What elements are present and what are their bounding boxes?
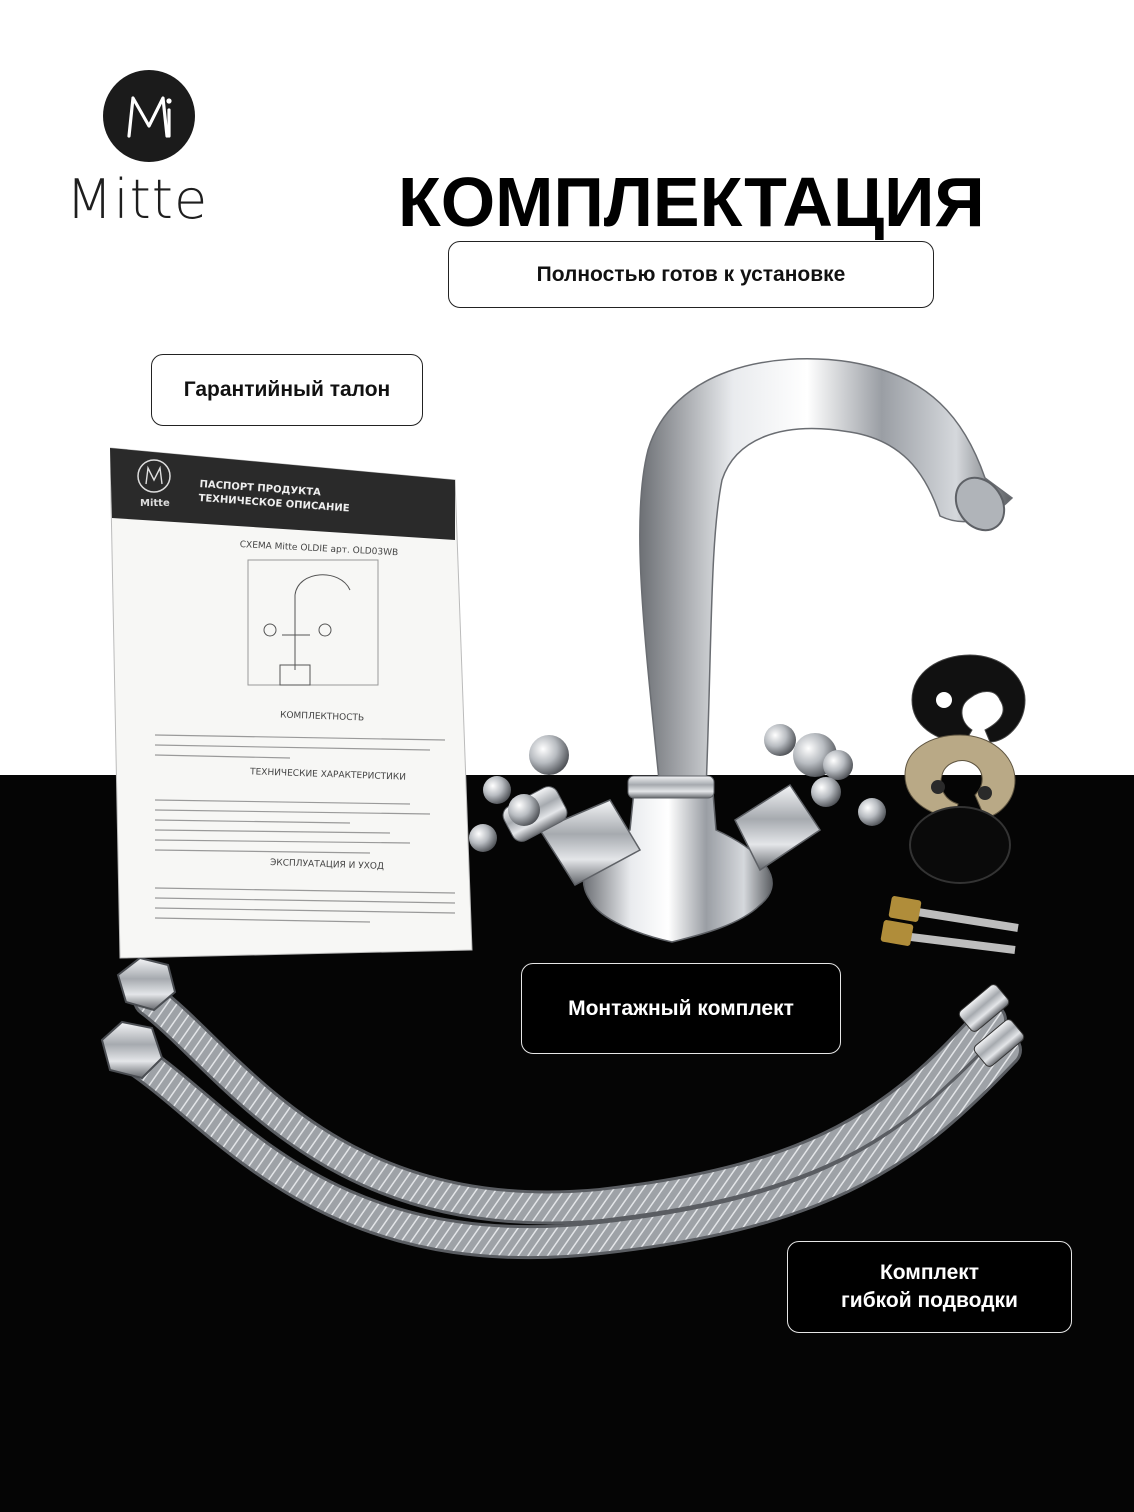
mounting-kit-label: Монтажный комплект bbox=[568, 996, 794, 1020]
brand-logo-badge bbox=[103, 70, 195, 162]
doc-section-specs: ТЕХНИЧЕСКИЕ ХАРАКТЕРИСТИКИ bbox=[249, 767, 407, 783]
document-sheet bbox=[110, 440, 480, 960]
subtitle-text: Полностью готов к установке bbox=[536, 262, 846, 286]
brand-name: Mitte bbox=[66, 168, 209, 231]
doc-section-usage: ЭКСПЛУАТАЦИЯ И УХОД bbox=[269, 858, 385, 872]
hose-kit-badge bbox=[787, 1241, 1072, 1333]
mounting-kit-badge bbox=[521, 963, 841, 1054]
doc-scheme-title: СХЕМА Mitte OLDIE арт. OLD03WB bbox=[239, 540, 399, 559]
page-title: КОМПЛЕКТАЦИЯ bbox=[398, 163, 985, 241]
doc-header-line2: ТЕХНИЧЕСКОЕ ОПИСАНИЕ bbox=[198, 492, 350, 515]
warranty-label: Гарантийный талон bbox=[183, 378, 391, 401]
warranty-document bbox=[110, 440, 480, 960]
hose-kit-label-line2: гибкой подводки bbox=[841, 1289, 1018, 1312]
doc-brand: Mitte bbox=[140, 498, 170, 509]
hose-kit-label-line1: Комплект bbox=[879, 1261, 980, 1284]
warranty-label-badge bbox=[151, 354, 423, 426]
subtitle-badge bbox=[448, 241, 934, 308]
doc-section-contents: КОМПЛЕКТНОСТЬ bbox=[279, 710, 365, 724]
logo-monogram-icon bbox=[103, 70, 195, 162]
doc-header-line1: ПАСПОРТ ПРОДУКТА bbox=[199, 478, 322, 499]
